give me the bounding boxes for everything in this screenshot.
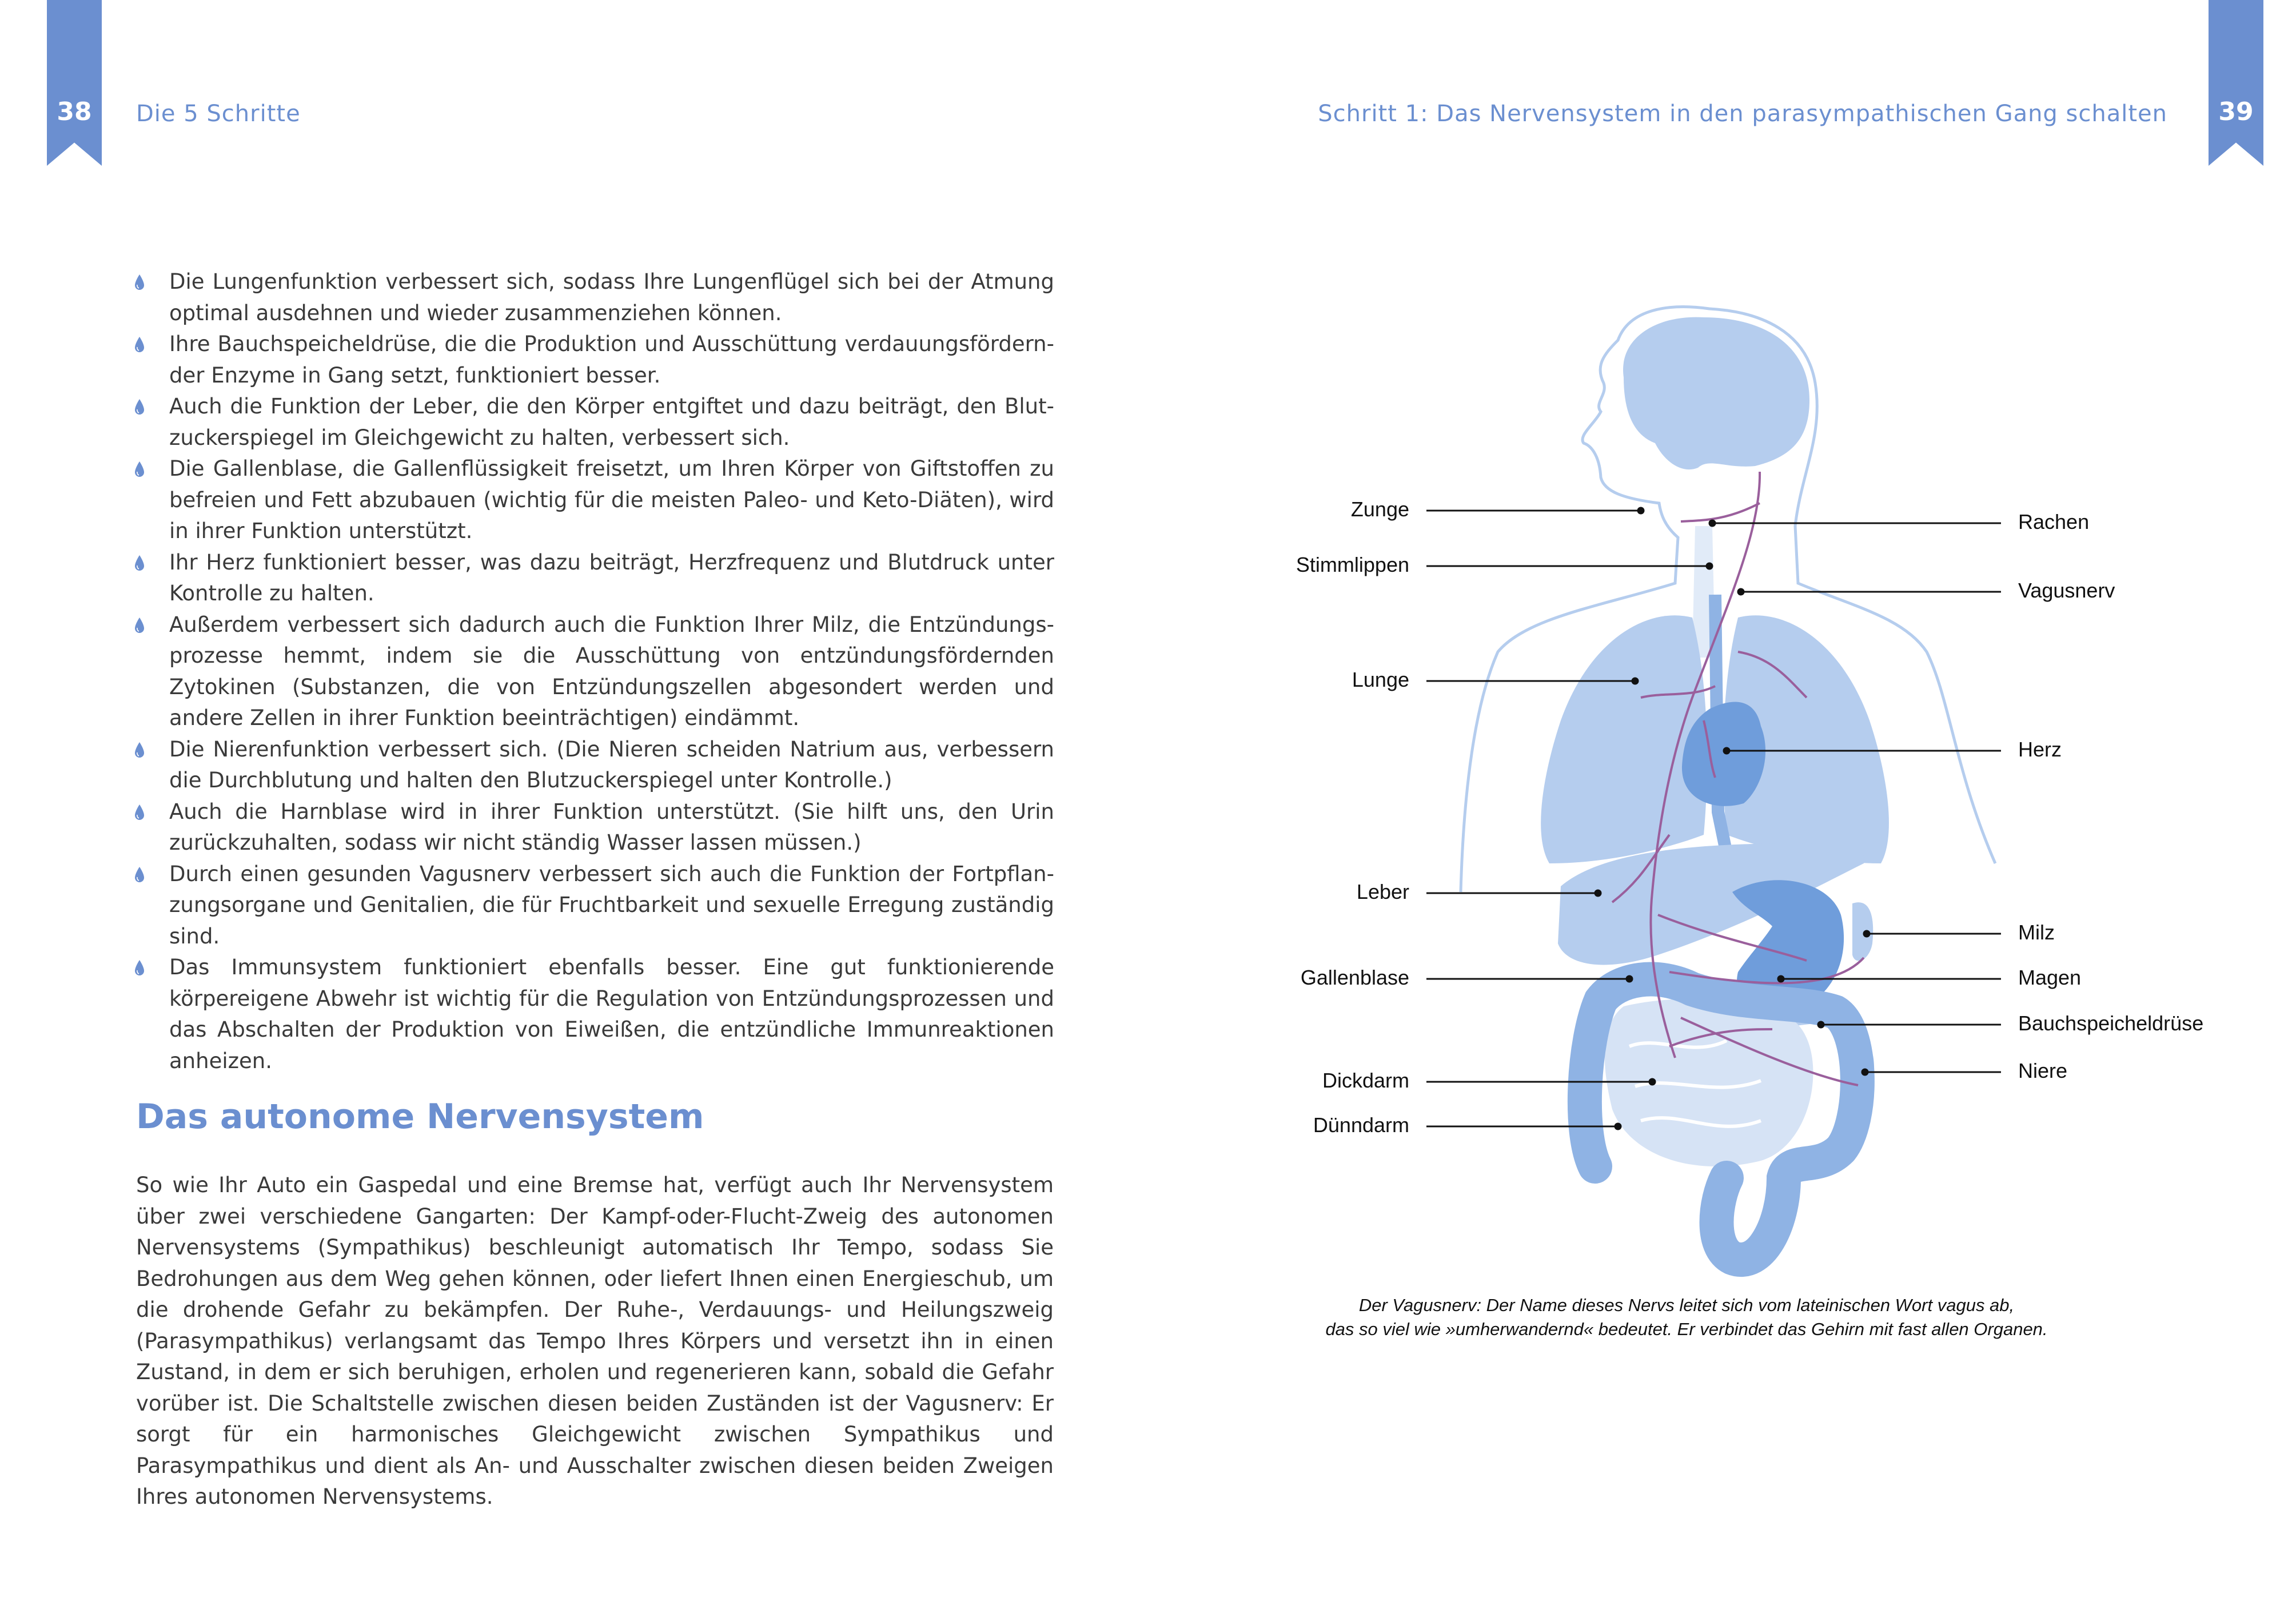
label-niere: Niere <box>2018 1059 2068 1082</box>
water-drop-icon <box>134 461 145 478</box>
list-item-text: Die Gallenblase, die Gallenflüssigkeit freisetzt, um Ihren Körper von Giftstoffen zu befreien und Fett abzubauen (wichtig für die meisten Paleo- und Keto-Diäten), wird in ihrer Funktion unterstützt. <box>169 456 1054 543</box>
list-item <box>134 547 1054 610</box>
list-item-text: Durch einen gesunden Vagusnerv verbessert sich auch die Funktion der Fortpflanzungsorgane und Genitalien, die für Fruchtbarkeit und sexuelle Erregung zuständig sind. <box>169 861 1054 949</box>
label-leber: Leber <box>1356 880 1409 903</box>
list-item <box>134 329 1054 391</box>
running-head-left: Die 5 Schritte <box>136 101 301 127</box>
page-bookmark-left <box>47 0 102 166</box>
list-item <box>134 453 1054 547</box>
page-number-left: 38 <box>57 97 92 126</box>
water-drop-icon <box>134 866 145 883</box>
list-item-text: Die Lungenfunktion verbessert sich, sodass Ihre Lungenflügel sich bei der Atmung optimal ausdehnen und wieder zusammenziehen können. <box>169 269 1054 325</box>
label-zunge: Zunge <box>1350 497 1409 521</box>
label-bauchspeicheldruese: Bauchspeicheldrüse <box>2018 1011 2204 1035</box>
water-drop-icon <box>134 399 145 416</box>
vagus-branch-tongue <box>1681 503 1760 521</box>
section-title: Das autonome Nervensystem <box>136 1097 704 1137</box>
label-magen: Magen <box>2018 966 2082 989</box>
benefits-list <box>134 266 1054 1077</box>
water-drop-icon <box>134 959 145 977</box>
label-dickdarm: Dickdarm <box>1322 1069 1409 1092</box>
anatomy-illustration <box>1258 286 2230 1292</box>
body-paragraph: So wie Ihr Auto ein Gaspedal und eine Bremse hat, verfügt auch Ihr Nervensystem über zwei verschiedene Gangarten: Der Kampf-oder-Flucht-Zweig des autonomen Nervensystems (Sympathikus) beschleunigt automatisch Ihr Tempo, sodass Sie Bedrohungen aus dem Weg gehen können, oder liefert Ihnen einen Energieschub, um die drohende Gefahr zu bekämpfen. Der Ruhe-, Verdauungs- und Heilungszweig (Parasympathikus) verlangsamt das Tempo Ihres Körpers und versetzt ihn in einen Zustand, in dem er sich beruhigen, erholen und regenerieren kann, sobald die Gefahr vorüber ist. Die Schaltstelle zwischen diesen beiden Zuständen ist der Vagusnerv: Er sorgt für ein harmonisches Gleichgewicht zwischen Sympathikus und Parasympathikus und dient als An- und Ausschalter zwischen diesen beiden Zweigen Ihres autonomen Nervensystems. <box>136 1173 1054 1509</box>
water-drop-icon <box>134 555 145 572</box>
list-item <box>134 952 1054 1077</box>
water-drop-icon <box>134 336 145 353</box>
page-number-right: 39 <box>2218 97 2254 126</box>
list-item-text: Die Nierenfunktion verbessert sich. (Die Nieren scheiden Natrium aus, verbessern die Durchblutung und halten den Blutzuckerspiegel unter Kontrolle.) <box>169 736 1054 792</box>
list-item <box>134 859 1054 953</box>
figure-caption <box>1246 1293 2127 1341</box>
list-item-text: Das Immunsystem funktioniert ebenfalls besser. Eine gut funktionierende körpereigene Abwehr ist wichtig für die Regulation von Entzündungsprozessen und das Abschalten der Produktion von Eiweißen, die entzündliche Immunreaktionen anheizen. <box>169 955 1054 1073</box>
list-item <box>134 796 1054 859</box>
water-drop-icon <box>134 804 145 821</box>
page-bookmark-right <box>2209 0 2263 166</box>
spleen <box>1852 902 1873 961</box>
running-head-right: Schritt 1: Das Nervensystem in den parasympathischen Gang schalten <box>1318 101 2167 127</box>
label-stimmlippen: Stimmlippen <box>1296 553 1409 576</box>
list-item <box>134 391 1054 453</box>
water-drop-icon <box>134 617 145 634</box>
list-item-text: Auch die Funktion der Leber, die den Körper entgiftet und dazu beiträgt, den Blutzuckerspiegel im Gleichgewicht zu halten, verbessert sich. <box>169 394 1054 450</box>
list-item <box>134 734 1054 796</box>
brain <box>1623 317 1809 469</box>
label-rachen: Rachen <box>2018 510 2090 533</box>
label-herz: Herz <box>2018 738 2062 761</box>
vagus-nerve-figure <box>1258 286 2230 1292</box>
label-lunge: Lunge <box>1352 668 1409 691</box>
water-drop-icon <box>134 742 145 759</box>
label-vagusnerv: Vagusnerv <box>2018 579 2115 602</box>
list-item-text: Außerdem verbessert sich dadurch auch die Funktion Ihrer Milz, die Entzündungsprozesse hemmt, indem sie die Ausschüttung von entzündungsfördernden Zytokinen (Substanzen, die von Entzündungszellen abgesondert werden und andere Zellen in ihrer Funktion beeinträchtigen) eindämmt. <box>169 612 1054 730</box>
label-duenndarm: Dünndarm <box>1313 1113 1409 1137</box>
left-lung <box>1541 615 1707 863</box>
list-item <box>134 266 1054 329</box>
caption-line-2: das so viel wie »umherwandernd« bedeutet. Er verbindet das Gehirn mit fast allen Organen. <box>1325 1319 2048 1339</box>
list-item-text: Auch die Harnblase wird in ihrer Funktion unterstützt. (Sie hilft uns, den Urin zurückzuhalten, sodass wir nicht ständig Wasser lassen müssen.) <box>169 799 1054 855</box>
label-gallenblase: Gallenblase <box>1300 966 1409 989</box>
list-item-text: Ihr Herz funktioniert besser, was dazu beiträgt, Herzfrequenz und Blutdruck unter Kontrolle zu halten. <box>169 549 1054 606</box>
list-item-text: Ihre Bauchspeicheldrüse, die die Produktion und Ausschüttung verdauungsfördernder Enzyme in Gang setzt, funktioniert besser. <box>169 332 1054 388</box>
caption-line-1: Der Vagusnerv: Der Name dieses Nervs leitet sich vom lateinischen Wort vagus ab, <box>1358 1295 2015 1315</box>
water-drop-icon <box>134 274 145 291</box>
list-item <box>134 610 1054 734</box>
label-milz: Milz <box>2018 921 2055 944</box>
